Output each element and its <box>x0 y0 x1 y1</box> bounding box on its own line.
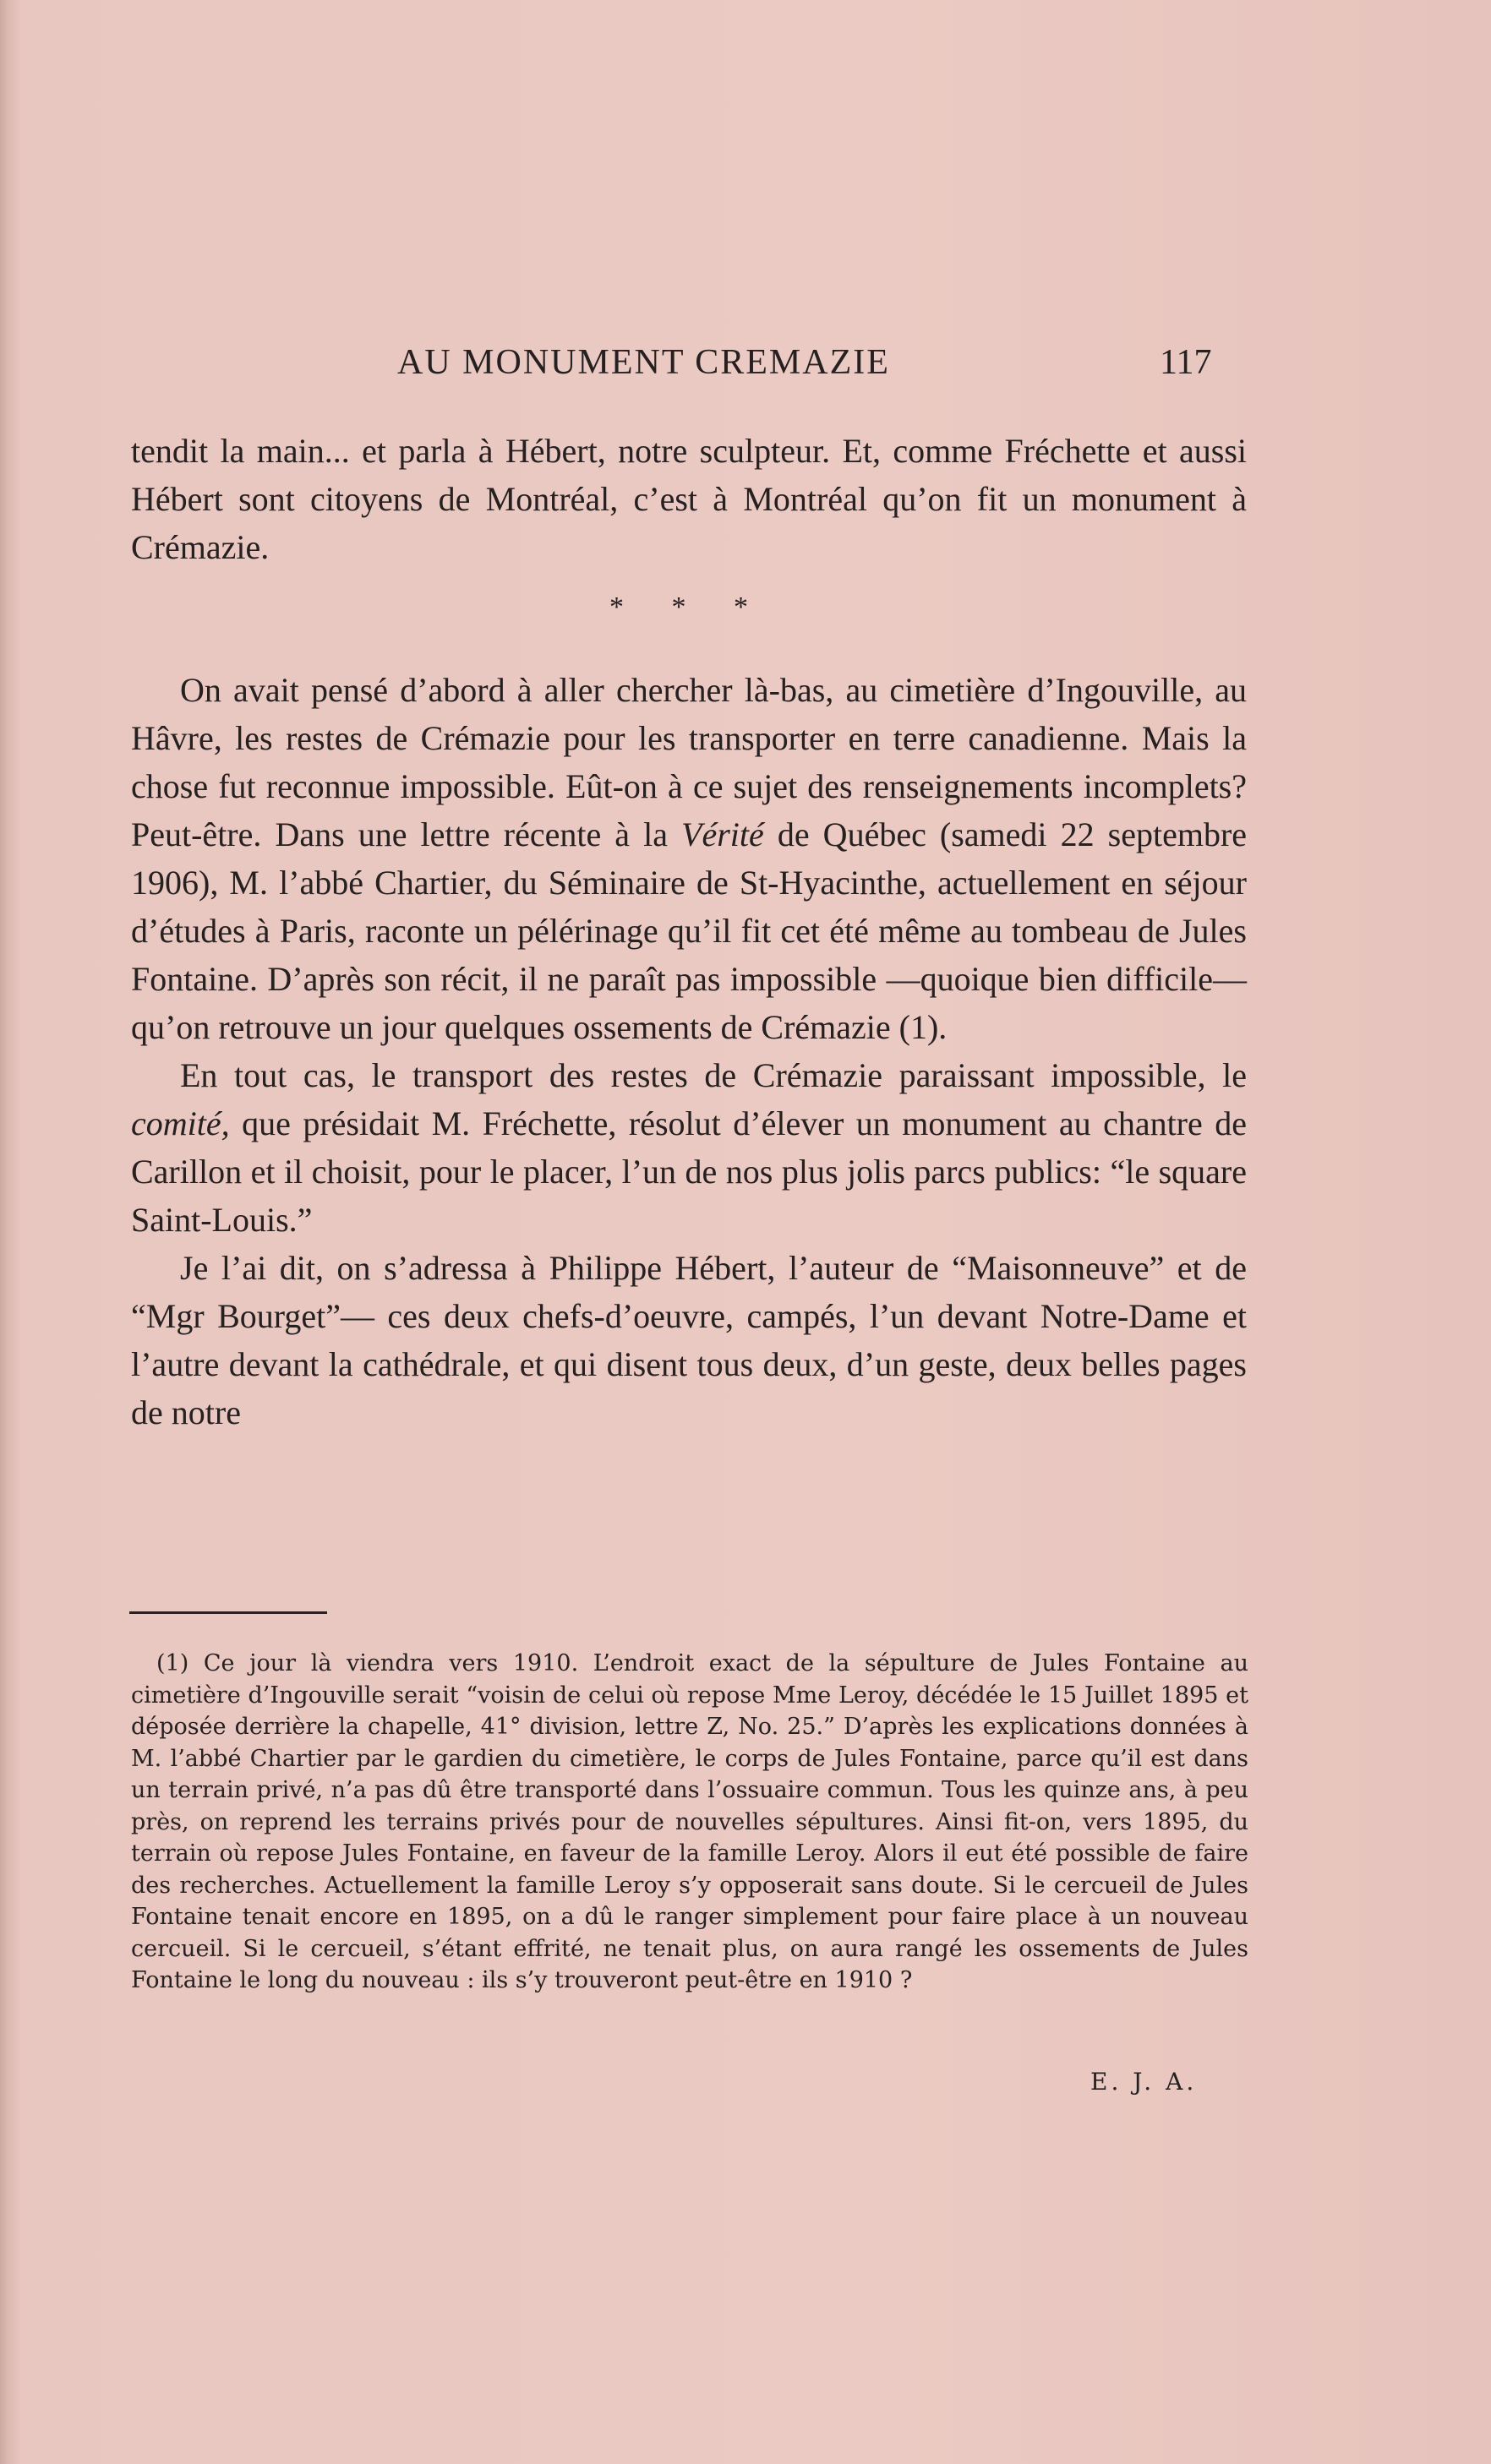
paragraph-2-italic: Vérité <box>681 815 764 853</box>
page-number: 117 <box>1160 343 1212 382</box>
paragraph-3-text-a: En tout cas, le transport des restes de Crémazie paraissant impossible, le <box>180 1056 1247 1094</box>
paragraph-3-italic: comité, <box>131 1104 230 1142</box>
footnote-signature: E. J. A. <box>1090 2068 1198 2096</box>
paragraph-4: Je l’ai dit, on s’adressa à Philippe Hébert, l’auteur de “Maisonneuve” et de “Mgr Bourget”— ces deux chefs-d’oeuvre, campés, l’un devant Notre-Dame et l’autre devant la cathédrale, et qui disent tous deux, d’un geste, deux belles pages de notre <box>131 1249 1247 1431</box>
paragraph-3 <box>131 1051 1247 1244</box>
paragraph-2-text-b: de Québec (samedi 22 septembre 1906), M. l’abbé Chartier, du Séminaire de St-Hyacinthe, actuellement en séjour d’études à Paris, raconte un pélérinage qu’il fit cet été même au tombeau de Jules Fontaine. D’après son récit, il ne paraît pas impossible —quoique bien difficile—qu’on retrouve un jour quelques ossements de Crémazie (1). <box>131 815 1248 1046</box>
running-head-title: AU MONUMENT CREMAZIE <box>397 343 890 382</box>
paragraph-2 <box>131 666 1247 1051</box>
paragraph-2-text-a: On avait pensé d’abord à aller chercher là-bas, au cimetière d’Ingouville, au Hâvre, les restes de Crémazie pour les transporter en terre canadienne. Mais la chose fut reconnue impossible. Eût-on à ce sujet des renseignements incomplets? Peut-être. Dans une lettre récente à la <box>131 671 1247 853</box>
running-head <box>0 342 1491 393</box>
footnote-rule <box>129 1611 327 1614</box>
paragraph-3-text-b: que présidait M. Fréchette, résolut d’élever un monument au chantre de Carillon et il choisit, pour le placer, l’un de nos plus jolis parcs publics: “le square Saint-Louis.” <box>131 1104 1247 1239</box>
paragraph-1: tendit la main... et parla à Hébert, notre sculpteur. Et, comme Fréchette et aussi Hébert sont citoyens de Montréal, c’est à Montréal qu’on fit un monument à Crémazie. <box>131 432 1247 566</box>
body-text <box>131 427 1247 1436</box>
footnotes <box>131 1648 1248 1997</box>
section-separator: * * * <box>609 591 768 623</box>
footnote-1: (1) Ce jour là viendra vers 1910. L’endroit exact de la sépulture de Jules Fontaine au cimetière d’Ingouville serait “voisin de celui où repose Mme Leroy, décédée le 15 Juillet 1895 et déposée derrière la chapelle, 41° division, lettre Z, No. 25.” D’après les explications données à M. l’abbé Chartier par le gardien du cimetière, le corps de Jules Fontaine, parce qu’il est dans un terrain privé, n’a pas dû être transporté dans l’ossuaire commun. Tous les quinze ans, à peu près, on reprend les terrains privés pour de nouvelles sépultures. Ainsi fit-on, vers 1895, du terrain où repose Jules Fontaine, en faveur de la famille Leroy. Alors il eut été possible de faire des recherches. Actuellement la famille Leroy s’y opposerait sans doute. Si le cercueil de Jules Fontaine tenait encore en 1895, on a dû le ranger simplement pour faire place à un nouveau cercueil. Si le cercueil, s’étant effrité, ne tenait plus, on aura rangé les ossements de Jules Fontaine le long du nouveau : ils s’y trouveront peut-être en 1910 ? <box>131 1650 1248 1993</box>
